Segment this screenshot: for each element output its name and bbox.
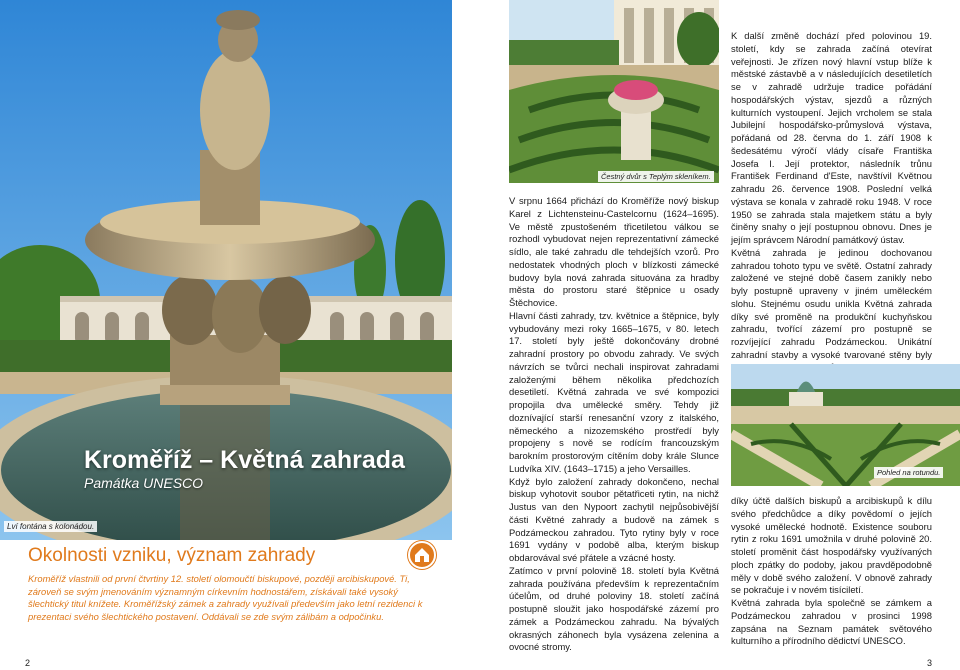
photo-caption-courtyard: Čestný dvůr s Teplým skleníkem. bbox=[598, 171, 714, 182]
photo-caption-rotunda: Pohled na rotundu. bbox=[874, 467, 943, 478]
courtyard-photo bbox=[509, 0, 719, 183]
hero-title: Kroměříž – Květná zahrada bbox=[84, 446, 405, 474]
photo-caption-fountain: Lví fontána s kolonádou. bbox=[4, 521, 97, 532]
section-heading: Okolnosti vzniku, význam zahrady bbox=[28, 545, 316, 566]
paragraph: Hlavní části zahrady, tzv. květnice a štěpnice, byly vybudovány mezi roky 1665–1675, v 80. letech 17. století byly ještě dokončovány drobné zahradní prostory po obvodu zahrady. Ve svých návrzích se tvůrci nechali inspirovat zahradami založenými během několika předchozích desetiletí. Květná zahrada ve své kompozici propojila dva umělecké směry. Tehdy již doznívající starší renesanční vzory z italského, německého a nizozemského prostředí byly propojeny s nově se rodícím francouzským barokním prostorovým cítěním doby krále Slunce Ludvíka XIV. (1643–1715) a jeho Versailles. bbox=[509, 309, 719, 474]
paragraph: Květná zahrada byla společně se zámkem a Podzámeckou zahradou v prosinci 1998 zapsána na Seznam památek světového kulturního a přírodního dědictví UNESCO. bbox=[731, 597, 932, 647]
intro-paragraph: Kroměříž vlastnili od první čtvrtiny 12. století olomoučtí biskupové, později arcibiskupové. Ti, zároveň se svým jmenováním významným církevním hodnostářem, získávali také vysoký šlechtický titul knížete. Kroměřížský zámek a zahrady využívali především jako letní rezidenci k prezentaci svého šlechtického postavení. Oddávali se zde svým zálibám a odpočinku. bbox=[28, 573, 423, 622]
right-text-column-bottom bbox=[731, 495, 932, 648]
paragraph: Když bylo založení zahrady dokončeno, nechal biskup vyhotovit soubor pětatřiceti rytin, na nichž Justus van den Nypoort zachytil nejpůsobivější části Květné zahrady a budově na zámek s Podzámeckou zahradou. Tyto rytiny byly v roce 1691 vydány v podobě alba, kterým biskup obdarovával své přátele a vzácné hosty. bbox=[509, 475, 719, 563]
right-text-column-top bbox=[731, 30, 932, 374]
middle-text-column bbox=[509, 195, 719, 654]
page-number-left: 2 bbox=[25, 658, 31, 668]
paragraph: Květná zahrada je jedinou dochovanou zahradou tohoto typu ve světě. Ostatní zahrady založené ve stejné době časem zanikly nebo byly postupně upraveny v jiném uměleckém slohu. Stejnému osudu unikla Květná zahrada díky své proměně na produkční kuchyňskou zahradu, tvořící zázemí pro postupně se rozvíjející zahradu Podzámeckou. Unikátní zahradní stavby a vysoké tvarované stěny byly bbox=[731, 246, 932, 360]
house-icon bbox=[408, 541, 436, 569]
paragraph: díky účtě dalších biskupů a arcibiskupů k dílu svého předchůdce a díky povědomí o jejích vysoké umělecké hodnotě. Existence souboru rytin z roku 1691 umožnila v druhé polovině 20. století proměnit část hospodářsky využívaných ploch zpátky do podoby, jakou pravděpodobně měly v době svého založení. V obnově zahrady se pokračuje i v novém tisíciletí. bbox=[731, 495, 932, 596]
hero-subtitle: Památka UNESCO bbox=[84, 475, 204, 491]
page-number-right: 3 bbox=[927, 658, 933, 668]
paragraph: K další změně dochází před polovinou 19. století, kdy se zahrada začíná otevírat veřejnosti. Je zřízen nový hlavní vstup blíže k městské zástavbě a v následujících desetiletích se v zahradě udržuje tradice pořádání hospodářských výstav, sjezdů a různých kulturních vystoupení. Jejich vrcholem se stala Jubilejní hospodářsko-průmyslová výstava, pořádaná od 28. června do 1. září 1908 k šedesátému výročí vlády císaře Františka Josefa I. Její protektor, následník trůnu František Ferdinand d'Este, navštívil Květnou zahradu 26. července 1908. Poslední velká výstava se konala v zahradě roku 1948. V roce 1950 se zahrada stala majetkem státu a byly činěny snahy o její postupnou obnovu. Dnes je jejím správcem Národní památkový ústav. bbox=[731, 30, 932, 245]
paragraph: V srpnu 1664 přichází do Kroměříže nový biskup Karel z Lichtensteinu-Castelcornu (1624–1695). Ve městě zpustošeném třicetiletou válkou se rozhodl vybudovat nejen reprezentativní zámecké sídlo, ale také zahradu dle tehdejších vzorů. Pro nedostatek vhodných ploch v blízkosti zámecké budovy byla nová zahrada situována za hradby města do prostoru staré štěpnice u osady Štěchovice. bbox=[509, 195, 719, 308]
paragraph: Zatímco v první polovině 18. století byla Květná zahrada používána především k reprezentačním účelům, od druhé poloviny 18. století začíná postupně sloužit jako hospodářské zázemí pro zámek a Podzámeckou zahradu. Na bývalých okrasných záhonech byla vysázena zelenina a ovocné stromy. bbox=[509, 564, 719, 653]
